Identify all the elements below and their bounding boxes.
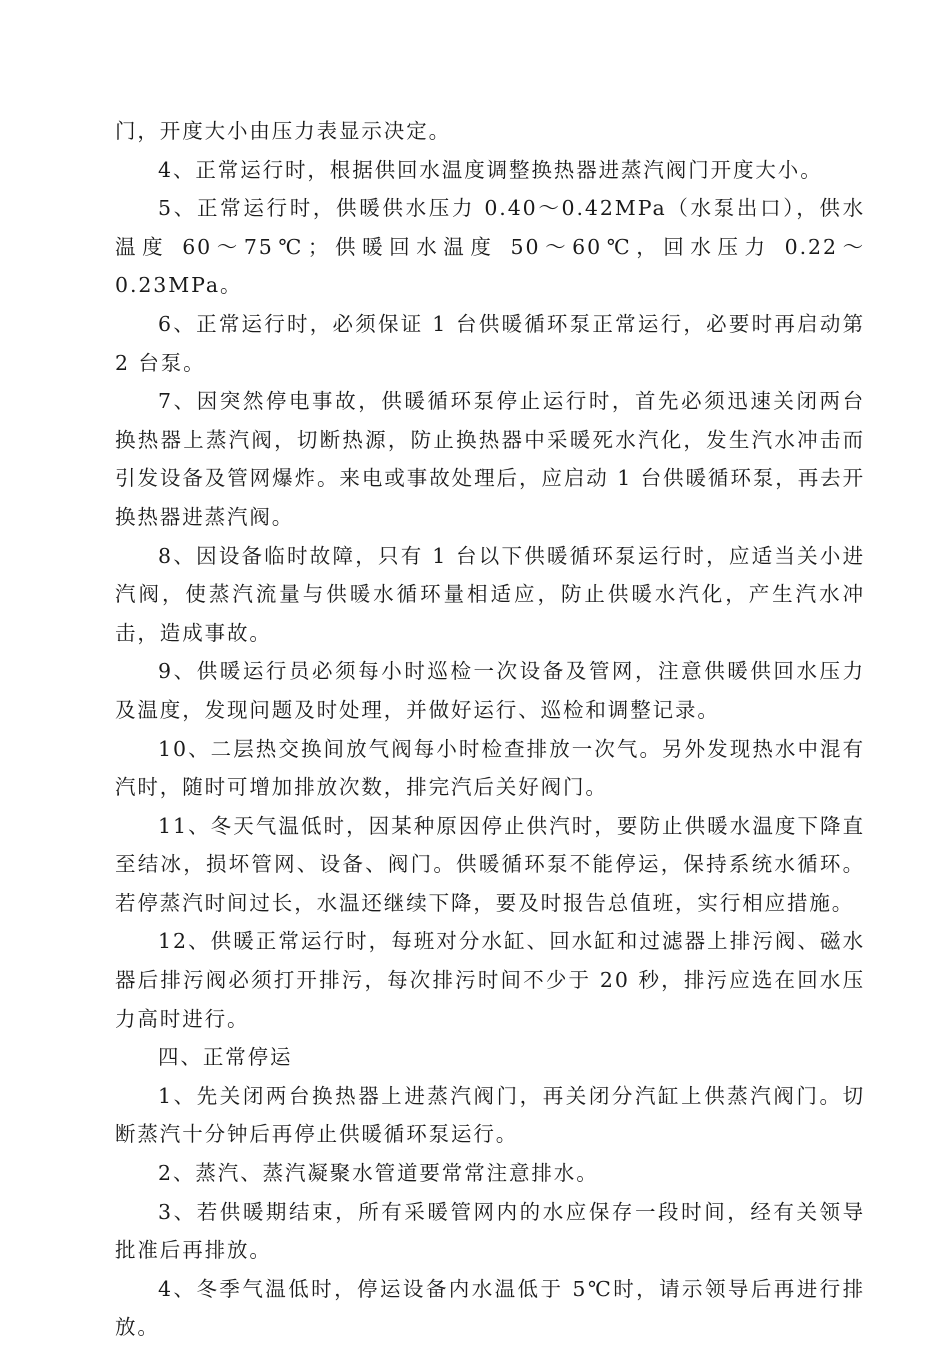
paragraph-item-5: 5、正常运行时，供暖供水压力 0.40～0.42MPa（水泵出口），供水温度 60～75℃；供暖回水温度 50～60℃，回水压力 0.22～0.23MPa。 (115, 196, 865, 298)
paragraph-item-10: 10、二层热交换间放气阀每小时检查排放一次气。另外发现热水中混有汽时，随时可增加排放次数，排完汽后关好阀门。 (115, 736, 865, 800)
paragraph-item-12: 12、供暖正常运行时，每班对分水缸、回水缸和过滤器上排污阀、磁水器后排污阀必须打开排污，每次排污时间不少于 20 秒，排污应选在回水压力高时进行。 (115, 929, 865, 1031)
paragraph-item-9: 9、供暖运行员必须每小时巡检一次设备及管网，注意供暖供回水压力及温度，发现问题及时处理，并做好运行、巡检和调整记录。 (115, 659, 865, 722)
paragraph-item-6: 6、正常运行时，必须保证 1 台供暖循环泵正常运行，必要时再启动第 2 台泵。 (115, 311, 865, 375)
paragraph-item-7: 7、因突然停电事故，供暖循环泵停止运行时，首先必须迅速关闭两台换热器上蒸汽阀，切断热源，防止换热器中采暖死水汽化，发生汽水冲击而引发设备及管网爆炸。来电或事故处理后，应启动 1 台供暖循环泵，再去开换热器进蒸汽阀。 (115, 389, 865, 529)
paragraph-continuation: 门，开度大小由压力表显示决定。 (115, 119, 451, 143)
shutdown-item-4: 4、冬季气温低时，停运设备内水温低于 5℃时，请示领导后再进行排放。 (115, 1276, 865, 1340)
shutdown-item-3: 3、若供暖期结束，所有采暖管网内的水应保存一段时间，经有关领导批准后再排放。 (115, 1199, 865, 1263)
shutdown-item-1: 1、先关闭两台换热器上进蒸汽阀门，再关闭分汽缸上供蒸汽阀门。切断蒸汽十分钟后再停止供暖循环泵运行。 (115, 1083, 865, 1147)
paragraph-item-8: 8、因设备临时故障，只有 1 台以下供暖循环泵运行时，应适当关小进汽阀，使蒸汽流量与供暖水循环量相适应，防止供暖水汽化，产生汽水冲击，造成事故。 (115, 543, 865, 645)
paragraph-item-4: 4、正常运行时，根据供回水温度调整换热器进蒸汽阀门开度大小。 (158, 157, 823, 182)
shutdown-item-2: 2、蒸汽、蒸汽凝聚水管道要常常注意排水。 (158, 1161, 599, 1186)
section-heading-normal-shutdown: 四、正常停运 (158, 1045, 293, 1070)
paragraph-item-11: 11、冬天气温低时，因某种原因停止供汽时，要防止供暖水温度下降直至结冰，损坏管网、设备、阀门。供暖循环泵不能停运，保持系统水循环。若停蒸汽时间过长，水温还继续下降，要及时报告总值班，实行相应措施。 (115, 813, 865, 915)
document-body (115, 112, 865, 1347)
